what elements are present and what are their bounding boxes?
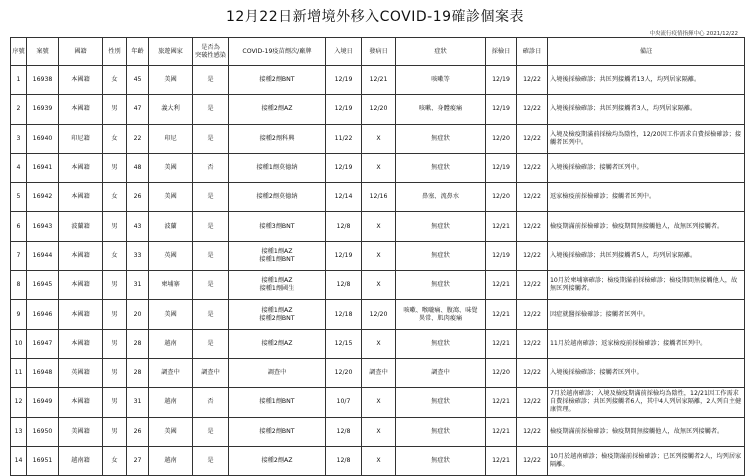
travel-country-cell: 美國 (149, 300, 193, 329)
sex-cell: 男 (103, 271, 127, 300)
confirm-date-cell: 12/22 (517, 241, 548, 270)
arrival-date-cell: 12/8 (326, 212, 362, 241)
vaccine-cell: 接種1劑AZ 接種2劑BNT (229, 300, 326, 329)
header-cell: 採檢日 (486, 38, 517, 66)
seq-cell: 11 (11, 358, 27, 387)
breakthrough-cell: 是 (193, 124, 229, 153)
travel-country-cell: 美國 (149, 66, 193, 95)
symptom-cell: 咳嗽、身體痠痛 (396, 95, 486, 124)
arrival-date-cell: 12/8 (326, 271, 362, 300)
age-cell: 20 (127, 300, 149, 329)
breakthrough-cell: 否 (193, 153, 229, 182)
age-cell: 28 (127, 329, 149, 358)
sex-cell: 女 (103, 446, 127, 475)
case-id-cell: 16940 (27, 124, 59, 153)
sex-cell: 男 (103, 212, 127, 241)
sampling-date-cell: 12/21 (486, 271, 517, 300)
vaccine-cell: 接種1劑AZ 接種1劑BNT (229, 241, 326, 270)
arrival-date-cell: 12/14 (326, 183, 362, 212)
sampling-date-cell: 12/21 (486, 300, 517, 329)
table-row (11, 153, 745, 182)
sampling-date-cell: 12/21 (486, 388, 517, 417)
age-cell: 43 (127, 212, 149, 241)
onset-date-cell: X (362, 417, 396, 446)
remark-cell: 檢疫期滿前採檢確診；檢疫期間無接觸他人，故無匡列接觸者。 (548, 212, 745, 241)
breakthrough-cell: 是 (193, 212, 229, 241)
nationality-cell: 美國籍 (59, 417, 103, 446)
case-id-cell: 16950 (27, 417, 59, 446)
travel-country-cell: 越南 (149, 446, 193, 475)
nationality-cell: 越南籍 (59, 446, 103, 475)
remark-cell: 11月於越南確診；返家檢疫前採檢確診；接觸者匡列中。 (548, 329, 745, 358)
seq-cell: 3 (11, 124, 27, 153)
confirm-date-cell: 12/22 (517, 358, 548, 387)
sampling-date-cell: 12/21 (486, 446, 517, 475)
symptom-cell: 咳嗽等 (396, 66, 486, 95)
confirm-date-cell: 12/22 (517, 329, 548, 358)
confirm-date-cell: 12/22 (517, 95, 548, 124)
onset-date-cell: 12/21 (362, 66, 396, 95)
symptom-cell: 無症狀 (396, 153, 486, 182)
sex-cell: 女 (103, 124, 127, 153)
age-cell: 33 (127, 241, 149, 270)
remark-cell: 入境後採檢確診；共匡列接觸者13人，均列居家隔離。 (548, 66, 745, 95)
header-cell: 性別 (103, 38, 127, 66)
sampling-date-cell: 12/20 (486, 358, 517, 387)
confirm-date-cell: 12/22 (517, 271, 548, 300)
report-title: 12月22日新增境外移入COVID-19確診個案表 (225, 9, 525, 25)
age-cell: 45 (127, 66, 149, 95)
arrival-date-cell: 12/8 (326, 417, 362, 446)
arrival-date-cell: 12/19 (326, 241, 362, 270)
nationality-cell: 本國籍 (59, 241, 103, 270)
travel-country-cell: 美國 (149, 153, 193, 182)
table-row (11, 300, 745, 329)
vaccine-cell: 接種2劑AZ (229, 329, 326, 358)
case-id-cell: 16938 (27, 66, 59, 95)
table-row (11, 388, 745, 417)
symptom-cell: 無症狀 (396, 271, 486, 300)
nationality-cell: 本國籍 (59, 95, 103, 124)
breakthrough-cell: 是 (193, 241, 229, 270)
age-cell: 22 (127, 124, 149, 153)
table-row (11, 124, 745, 153)
symptom-cell: 無症狀 (396, 417, 486, 446)
travel-country-cell: 英國 (149, 241, 193, 270)
travel-country-cell: 美國 (149, 417, 193, 446)
remark-cell: 入境後採檢確診；接觸者匡列中。 (548, 358, 745, 387)
nationality-cell: 本國籍 (59, 388, 103, 417)
age-cell: 26 (127, 183, 149, 212)
sampling-date-cell: 12/20 (486, 124, 517, 153)
onset-date-cell: X (362, 212, 396, 241)
sex-cell: 女 (103, 241, 127, 270)
case-id-cell: 16941 (27, 153, 59, 182)
breakthrough-cell: 否 (193, 388, 229, 417)
case-id-cell: 16946 (27, 300, 59, 329)
arrival-date-cell: 12/20 (326, 358, 362, 387)
onset-date-cell: X (362, 153, 396, 182)
seq-cell: 12 (11, 388, 27, 417)
table-body (11, 66, 745, 476)
header-cell: 是否為 突破性感染 (193, 38, 229, 66)
header-cell: 案號 (27, 38, 59, 66)
seq-cell: 2 (11, 95, 27, 124)
remark-cell: 入境及檢疫期滿前採檢均為陰性，12/20因工作需求自費採檢確診；接觸者匡列中。 (548, 124, 745, 153)
vaccine-cell: 接種1劑AZ 接種1劑國生 (229, 271, 326, 300)
symptom-cell: 無症狀 (396, 212, 486, 241)
onset-date-cell: 12/20 (362, 95, 396, 124)
remark-cell: 入境後採檢確診；共匡列接觸者5人，均列居家隔離。 (548, 241, 745, 270)
case-id-cell: 16943 (27, 212, 59, 241)
travel-country-cell: 印尼 (149, 124, 193, 153)
breakthrough-cell: 是 (193, 95, 229, 124)
confirm-date-cell: 12/22 (517, 388, 548, 417)
vaccine-cell: 接種2劑AZ (229, 95, 326, 124)
sampling-date-cell: 12/21 (486, 212, 517, 241)
case-id-cell: 16942 (27, 183, 59, 212)
table-row (11, 417, 745, 446)
travel-country-cell: 義大利 (149, 95, 193, 124)
confirm-date-cell: 12/22 (517, 153, 548, 182)
sampling-date-cell: 12/19 (486, 95, 517, 124)
onset-date-cell: 調查中 (362, 358, 396, 387)
symptom-cell: 無症狀 (396, 241, 486, 270)
seq-cell: 10 (11, 329, 27, 358)
remark-cell: 入境後採檢確診；共匡列接觸者3人，均列居家隔離。 (548, 95, 745, 124)
symptom-cell: 咳嗽、喉嚨痛、腹瀉、味覺 異常、肌肉痠痛 (396, 300, 486, 329)
header-cell: 發病日 (362, 38, 396, 66)
symptom-cell: 調查中 (396, 358, 486, 387)
remark-cell: 入境後採檢確診；接觸者匡列中。 (548, 153, 745, 182)
symptom-cell: 無症狀 (396, 446, 486, 475)
seq-cell: 13 (11, 417, 27, 446)
breakthrough-cell: 是 (193, 271, 229, 300)
remark-cell: 7月於越南確診；入境及檢疫期滿前採檢均為陰性，12/21因工作需求自費採檢確診；共匡列接觸者6人，其中4人列居家隔離，2人列自主健康管理。 (548, 388, 745, 417)
header-cell: 旅遊國家 (149, 38, 193, 66)
age-cell: 47 (127, 95, 149, 124)
confirm-date-cell: 12/22 (517, 212, 548, 241)
table-header-row (11, 38, 745, 66)
vaccine-cell: 接種2劑AZ (229, 446, 326, 475)
breakthrough-cell: 是 (193, 417, 229, 446)
case-id-cell: 16944 (27, 241, 59, 270)
header-cell: 確診日 (517, 38, 548, 66)
sex-cell: 男 (103, 388, 127, 417)
table-row (11, 183, 745, 212)
arrival-date-cell: 12/15 (326, 329, 362, 358)
seq-cell: 6 (11, 212, 27, 241)
onset-date-cell: 12/20 (362, 300, 396, 329)
arrival-date-cell: 12/18 (326, 300, 362, 329)
travel-country-cell: 美國 (149, 183, 193, 212)
remark-cell: 因症就醫採檢確診；接觸者匡列中。 (548, 300, 745, 329)
header-cell: COVID-19疫苗劑次/廠牌 (229, 38, 326, 66)
confirm-date-cell: 12/22 (517, 446, 548, 475)
sampling-date-cell: 12/19 (486, 153, 517, 182)
confirm-date-cell: 12/22 (517, 66, 548, 95)
symptom-cell: 無症狀 (396, 329, 486, 358)
seq-cell: 5 (11, 183, 27, 212)
age-cell: 31 (127, 271, 149, 300)
remark-cell: 10月於柬埔寨確診；檢疫期滿前採檢確診；檢疫期間無接觸他人，故無匡列接觸者。 (548, 271, 745, 300)
remark-cell: 10月於越南確診；檢疫期滿前採檢確診；已匡列接觸者2人，均列居家隔離。 (548, 446, 745, 475)
confirm-date-cell: 12/22 (517, 183, 548, 212)
nationality-cell: 印尼籍 (59, 124, 103, 153)
header-cell: 國籍 (59, 38, 103, 66)
onset-date-cell: X (362, 446, 396, 475)
sampling-date-cell: 12/19 (486, 241, 517, 270)
vaccine-cell: 接種2劑BNT (229, 66, 326, 95)
breakthrough-cell: 是 (193, 183, 229, 212)
onset-date-cell: X (362, 271, 396, 300)
seq-cell: 14 (11, 446, 27, 475)
arrival-date-cell: 11/22 (326, 124, 362, 153)
age-cell: 31 (127, 388, 149, 417)
sex-cell: 女 (103, 66, 127, 95)
arrival-date-cell: 12/8 (326, 446, 362, 475)
nationality-cell: 波蘭籍 (59, 212, 103, 241)
age-cell: 26 (127, 417, 149, 446)
symptom-cell: 無症狀 (396, 124, 486, 153)
confirm-date-cell: 12/22 (517, 417, 548, 446)
nationality-cell: 本國籍 (59, 329, 103, 358)
symptom-cell: 無症狀 (396, 388, 486, 417)
case-id-cell: 16939 (27, 95, 59, 124)
age-cell: 27 (127, 446, 149, 475)
case-id-cell: 16947 (27, 329, 59, 358)
nationality-cell: 本國籍 (59, 271, 103, 300)
onset-date-cell: 12/16 (362, 183, 396, 212)
table-row (11, 446, 745, 475)
arrival-date-cell: 12/19 (326, 153, 362, 182)
seq-cell: 8 (11, 271, 27, 300)
sex-cell: 男 (103, 417, 127, 446)
case-id-cell: 16948 (27, 358, 59, 387)
sampling-date-cell: 12/20 (486, 183, 517, 212)
sex-cell: 男 (103, 329, 127, 358)
nationality-cell: 本國籍 (59, 153, 103, 182)
header-cell: 入境日 (326, 38, 362, 66)
table-row (11, 271, 745, 300)
breakthrough-cell: 是 (193, 329, 229, 358)
header-cell: 年齡 (127, 38, 149, 66)
onset-date-cell: X (362, 329, 396, 358)
table-row (11, 66, 745, 95)
vaccine-cell: 接種1劑莫德納 (229, 153, 326, 182)
sex-cell: 男 (103, 153, 127, 182)
vaccine-cell: 調查中 (229, 358, 326, 387)
onset-date-cell: X (362, 124, 396, 153)
case-id-cell: 16945 (27, 271, 59, 300)
vaccine-cell: 接種2劑莫德納 (229, 183, 326, 212)
seq-cell: 4 (11, 153, 27, 182)
travel-country-cell: 調查中 (149, 358, 193, 387)
report-source: 中央流行疫情指揮中心 2021/12/22 (649, 31, 738, 37)
age-cell: 48 (127, 153, 149, 182)
travel-country-cell: 柬埔寨 (149, 271, 193, 300)
remark-cell: 返家檢疫前採檢確診；接觸者匡列中。 (548, 183, 745, 212)
remark-cell: 檢疫期滿前採檢確診；檢疫期間無接觸他人，故無匡列接觸者。 (548, 417, 745, 446)
vaccine-cell: 接種1劑BNT (229, 388, 326, 417)
header-cell: 備註 (548, 38, 745, 66)
nationality-cell: 本國籍 (59, 183, 103, 212)
seq-cell: 9 (11, 300, 27, 329)
sampling-date-cell: 12/21 (486, 329, 517, 358)
travel-country-cell: 波蘭 (149, 212, 193, 241)
onset-date-cell: X (362, 388, 396, 417)
table-row (11, 241, 745, 270)
seq-cell: 7 (11, 241, 27, 270)
vaccine-cell: 接種3劑BNT (229, 212, 326, 241)
header-cell: 症狀 (396, 38, 486, 66)
confirm-date-cell: 12/22 (517, 300, 548, 329)
breakthrough-cell: 是 (193, 446, 229, 475)
vaccine-cell: 接種2劑科興 (229, 124, 326, 153)
arrival-date-cell: 12/19 (326, 66, 362, 95)
header-cell: 序號 (11, 38, 27, 66)
nationality-cell: 英國籍 (59, 358, 103, 387)
nationality-cell: 本國籍 (59, 66, 103, 95)
sampling-date-cell: 12/21 (486, 417, 517, 446)
seq-cell: 1 (11, 66, 27, 95)
travel-country-cell: 越南 (149, 388, 193, 417)
breakthrough-cell: 是 (193, 300, 229, 329)
symptom-cell: 鼻塞、流鼻水 (396, 183, 486, 212)
case-id-cell: 16951 (27, 446, 59, 475)
nationality-cell: 本國籍 (59, 300, 103, 329)
sex-cell: 男 (103, 358, 127, 387)
arrival-date-cell: 10/7 (326, 388, 362, 417)
table-row (11, 212, 745, 241)
onset-date-cell: X (362, 241, 396, 270)
sex-cell: 男 (103, 95, 127, 124)
table-row (11, 95, 745, 124)
breakthrough-cell: 調查中 (193, 358, 229, 387)
confirm-date-cell: 12/22 (517, 124, 548, 153)
breakthrough-cell: 是 (193, 66, 229, 95)
sex-cell: 男 (103, 300, 127, 329)
case-table (10, 37, 745, 476)
arrival-date-cell: 12/19 (326, 95, 362, 124)
table-row (11, 329, 745, 358)
sampling-date-cell: 12/19 (486, 66, 517, 95)
age-cell: 28 (127, 358, 149, 387)
travel-country-cell: 越南 (149, 329, 193, 358)
table-row (11, 358, 745, 387)
vaccine-cell: 接種2劑BNT (229, 417, 326, 446)
case-id-cell: 16949 (27, 388, 59, 417)
sex-cell: 女 (103, 183, 127, 212)
